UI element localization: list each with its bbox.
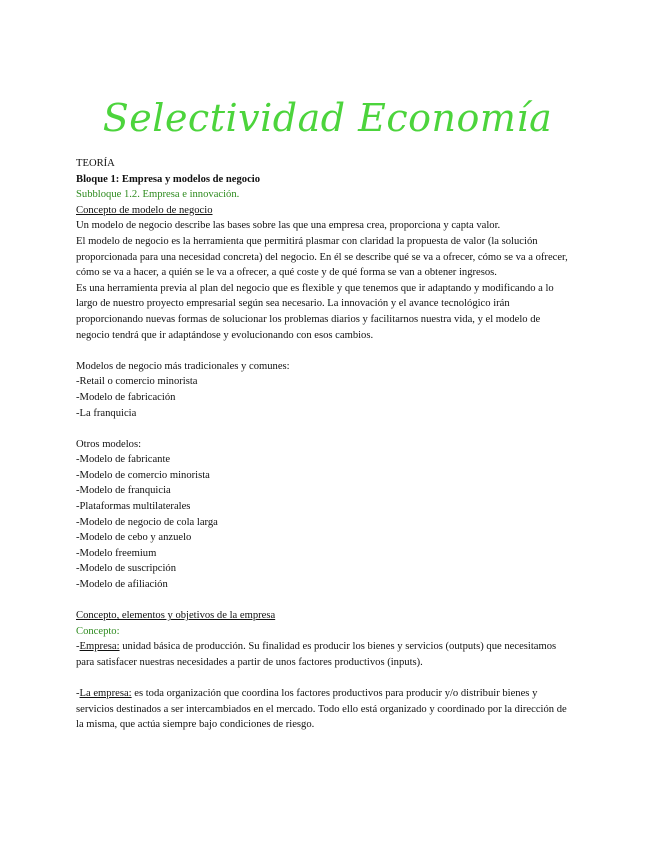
definition-term: La empresa:: [79, 688, 132, 700]
list-item: -Modelo de suscripción: [76, 563, 177, 575]
paragraph-3: Es una herramienta previa al plan del negocio que es flexible y que tenemos que ir adaptando y modificando a lo largo de nuestro proyecto empresarial según sea necesario. La innovación y el avance tecnológico irán proporcionando nuevas formas de solucionar los problemas diarios y facilitarnos nuestra vida, y el modelo de negocio tendrá que ir adaptándose y evolucionando con esos cambios.: [76, 282, 554, 341]
teoria-label: TEORÍA: [76, 158, 115, 169]
list-item: -Modelo de fabricante: [76, 454, 171, 466]
list-item: -Retail o comercio minorista: [76, 376, 198, 388]
list-item: -Modelo de negocio de cola larga: [76, 516, 218, 528]
list-item: -Modelo de franquicia: [76, 485, 171, 497]
definition-la-empresa: [76, 686, 576, 733]
section-heading-empresa: Concepto, elementos y objetivos de la empresa: [76, 610, 276, 622]
definition-empresa: [76, 639, 576, 670]
bloque-heading: Bloque 1: Empresa y modelos de negocio: [76, 173, 261, 185]
list-item: -Modelo de fabricación: [76, 391, 176, 403]
other-models-heading: Otros modelos:: [76, 438, 142, 450]
concepto-subheading: Concepto:: [76, 625, 120, 637]
subbloque-heading: Subbloque 1.2. Empresa e innovación.: [76, 189, 240, 201]
section-heading-modelo-negocio: Concepto de modelo de negocio: [76, 204, 213, 216]
document-body: [76, 156, 576, 733]
list-item: -Modelo de cebo y anzuelo: [76, 532, 192, 544]
paragraph-1: Un modelo de negocio describe las bases sobre las que una empresa crea, proporciona y capta valor.: [76, 220, 501, 232]
list-item: -Modelo de afiliación: [76, 579, 168, 591]
definition-dash: -: [76, 688, 80, 700]
traditional-models-heading: Modelos de negocio más tradicionales y comunes:: [76, 360, 290, 372]
definition-term: Empresa:: [79, 641, 120, 653]
paragraph-2: El modelo de negocio es la herramienta que permitirá plasmar con claridad la propuesta de valor (la solución proporcionada para una necesidad concreta) del negocio. En él se describe qué se va a ofrecer, cómo se va a ofrecer, cómo se va a hacer, a quién se le va a ofrecer, a qué coste y de qué forma se van a obtener ingresos.: [76, 235, 568, 279]
list-item: -Modelo freemium: [76, 547, 157, 559]
definition-text: unidad básica de producción. Su finalidad es producir los bienes y servicios (outputs) que necesitamos para satisfacer nuestras necesidades a partir de unos factores productivos (inputs).: [76, 641, 557, 668]
document-title: Selectividad Economía: [102, 96, 553, 140]
definition-text: es toda organización que coordina los factores productivos para producir y/o distribuir bienes y servicios destinados a ser intercambiados en el mercado. Todo ello está organizado y coordinado por la dirección de la misma, que actúa siempre bajo condiciones de riesgo.: [76, 688, 567, 731]
definition-dash: -: [76, 641, 80, 653]
list-item: -La franquicia: [76, 407, 137, 419]
list-item: -Plataformas multilaterales: [76, 501, 191, 513]
list-item: -Modelo de comercio minorista: [76, 469, 210, 481]
